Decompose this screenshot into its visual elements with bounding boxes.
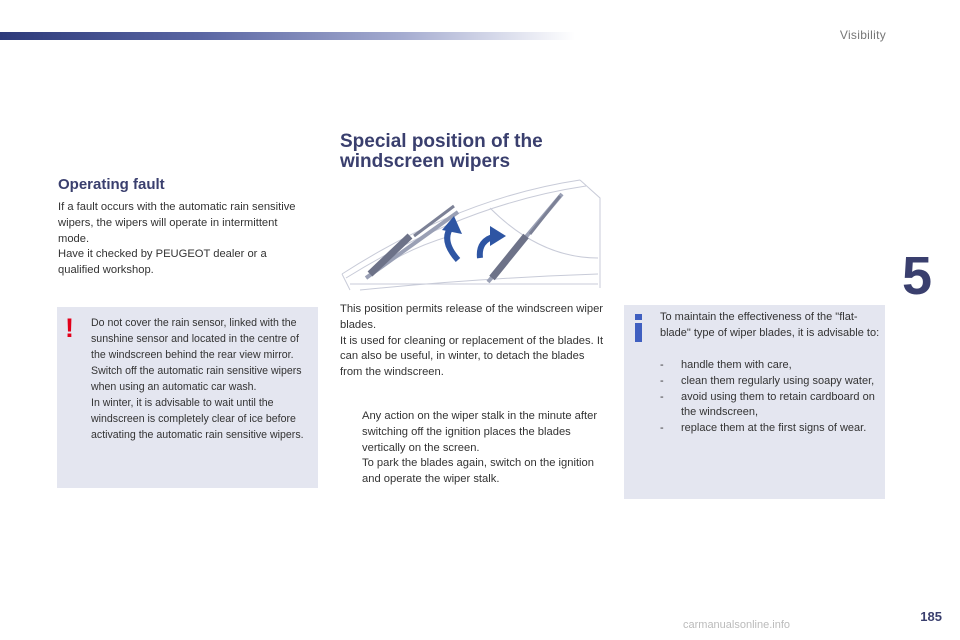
operating-fault-paragraph: If a fault occurs with the automatic rain sensitive wipers, the wipers will operate in intermittent mode. [58, 201, 296, 245]
info-list [660, 358, 880, 437]
steps-list [340, 409, 605, 488]
list-item: - avoid using them to retain cardboard on the windscreen, [660, 390, 875, 419]
warning-paragraph: Do not cover the rain sensor, linked with the sunshine sensor and located in the centre of the windscreen behind the rear view mirror. [91, 317, 299, 361]
special-position-title [340, 132, 610, 172]
header-bar [0, 32, 575, 40]
list-item: - handle them with care, [660, 359, 792, 371]
operating-fault-text [58, 200, 308, 279]
info-box [624, 305, 885, 499]
list-item: - clean them regularly using soapy water, [660, 374, 875, 387]
special-position-text [340, 302, 605, 381]
info-intro: To maintain the effectiveness of the "flat-blade" type of wiper blades, it is advisable to: [660, 311, 880, 339]
special-position-paragraph: It is used for cleaning or replacement of the blades. It can also be useful, in winter, to detach the blades from the windscreen. [340, 334, 604, 379]
title-line: Special position of the [340, 131, 543, 152]
warning-paragraph: In winter, it is advisable to wait until the windscreen is completely clear of ice before activating the automatic rain sensitive wipers. [91, 397, 304, 441]
operating-fault-title: Operating fault [58, 176, 165, 193]
list-item-text: handle them with care, [681, 359, 792, 371]
list-item-text: Any action on the wiper stalk in the minute after switching off the ignition places the blades vertically on the screen. [362, 410, 598, 454]
warning-paragraph: Switch off the automatic rain sensitive wipers when using an automatic car wash. [91, 365, 302, 393]
warning-box [57, 307, 318, 488]
list-item-text: To park the blades again, switch on the ignition and operate the wiper stalk. [362, 457, 594, 486]
list-item [340, 456, 605, 488]
list-item-text: replace them at the first signs of wear. [681, 422, 867, 435]
wiper-illustration [340, 178, 602, 296]
list-item-text: avoid using them to retain cardboard on the windscreen, [681, 390, 875, 419]
watermark: carmanualsonline.info [683, 619, 791, 631]
list-item [340, 409, 605, 456]
info-icon [635, 314, 642, 342]
arrow-icon [480, 226, 506, 258]
title-line: windscreen wipers [340, 151, 511, 172]
wiper-arm-left [366, 206, 458, 278]
list-item-text: clean them regularly using soapy water, [681, 374, 875, 387]
operating-fault-paragraph: Have it checked by PEUGEOT dealer or a qualified workshop. [58, 248, 267, 277]
exclamation-icon: ! [65, 313, 74, 343]
special-position-paragraph: This position permits release of the windscreen wiper blades. [340, 303, 604, 331]
chapter-number: 5 [902, 246, 933, 306]
warning-text [91, 315, 313, 443]
page-number: 185 [920, 609, 942, 624]
list-item: - replace them at the first signs of wear. [660, 422, 867, 435]
section-title: Visibility [839, 28, 886, 42]
